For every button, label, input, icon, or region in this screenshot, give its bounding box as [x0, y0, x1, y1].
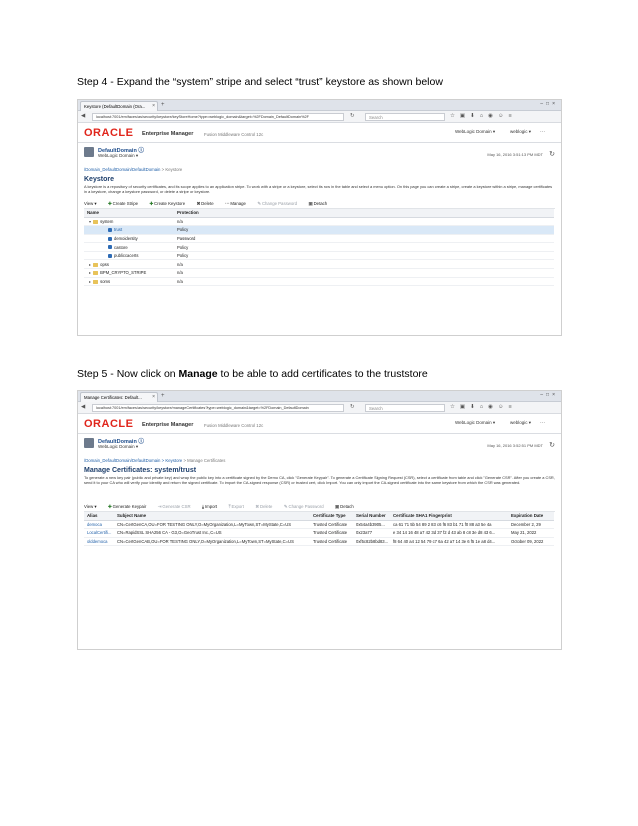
detach-icon: ▣ — [308, 201, 313, 206]
browser-toolbar-icons[interactable]: ☆▣⬇⌂◉☺≡ — [450, 404, 517, 410]
alias-cell[interactable]: olddemoca — [84, 537, 114, 546]
table-row[interactable]: LocalCertifi... CN=RapidSSL SHA256 CA - G3,O=GeoTrust Inc.,C=US Trusted Certificate 0x23a77 e 34 14 16 48 a7 42 3d 37 f2 d 43 ab 8 c8 3e d8 43 6... May 21, 2022 — [84, 529, 554, 538]
breadcrumb-link[interactable]: /Domain_DefaultDomain/DefaultDomain > Keystore — [84, 458, 183, 463]
url-field[interactable]: localhost:7001/em/faces/as/security/keystore/keyStoreHome?type=weblogic_domain&target=%2FDomain_DefaultDomain%2F — [92, 113, 344, 121]
em-title: Enterprise Manager — [142, 422, 194, 428]
view-menu[interactable]: View ▾ — [84, 504, 97, 509]
generate-csr-button[interactable]: ⇥Generate CSR — [157, 504, 191, 509]
table-row[interactable]: ▸ BPM_CRYPTO_STRIPE n/a — [84, 269, 554, 278]
keystore-icon — [108, 228, 112, 232]
plus-icon: ✚ — [108, 201, 112, 206]
table-row[interactable]: ▾ system n/a — [84, 217, 554, 226]
browser-url-bar — [78, 402, 561, 414]
expand-icon[interactable]: ▸ — [89, 278, 92, 284]
export-icon: ⤒ — [228, 504, 231, 509]
detach-button[interactable]: ▣Detach — [335, 504, 354, 509]
browser-url-bar — [78, 111, 561, 123]
expand-icon[interactable]: ▸ — [89, 270, 92, 276]
domain-menu[interactable]: WebLogic Domain ▾ — [98, 444, 139, 449]
delete-button[interactable]: ✖Delete — [255, 504, 273, 509]
tab-title: Manage Certificates: Default... — [84, 395, 142, 400]
column-header[interactable]: Expiration Date — [508, 512, 554, 520]
domain-name[interactable]: DefaultDomain ⓘ — [98, 439, 144, 445]
new-tab-icon[interactable]: + — [161, 393, 165, 399]
em-subtitle: Fusion Middleware Control 12c — [204, 423, 264, 428]
generate-keypair-button[interactable]: ✚Generate Keypair — [108, 504, 147, 509]
plus-icon: ✚ — [108, 504, 112, 509]
keystore-screenshot — [77, 99, 562, 336]
manage-button[interactable]: ⋯Manage — [225, 201, 246, 206]
target-context — [78, 143, 561, 167]
user-menu[interactable]: weblogic ▾ — [510, 420, 532, 425]
refresh-icon[interactable]: ↻ — [549, 151, 555, 158]
column-header[interactable]: Certificate SHA1 Fingerprint — [390, 512, 508, 520]
window-controls[interactable]: –□× — [540, 101, 558, 107]
column-header[interactable]: Certificate Type — [310, 512, 353, 520]
page-title: Manage Certificates: system/trust — [84, 467, 197, 474]
alias-cell[interactable]: democa — [84, 520, 114, 529]
column-header[interactable]: Protection — [174, 209, 554, 217]
view-menu[interactable]: View ▾ — [84, 201, 97, 206]
column-header[interactable]: Subject Name — [114, 512, 310, 520]
window-controls[interactable]: –□× — [540, 392, 558, 398]
keystore-toolbar — [84, 199, 555, 209]
plus-icon: ✚ — [149, 201, 154, 206]
step5-caption: Step 5 - Now click on Manage to be able to add certificates to the truststore — [77, 368, 428, 380]
certificates-toolbar — [84, 502, 555, 512]
manage-emphasis: Manage — [178, 368, 218, 380]
weblogic-domain-menu[interactable]: WebLogic Domain ▾ — [455, 420, 496, 425]
url-field[interactable]: localhost:7001/em/faces/as/security/keystore/manageCertificates?type=weblogic_domain&target=%2FDomain_DefaultDomain — [92, 404, 344, 412]
column-header[interactable]: Alias — [84, 512, 114, 520]
timestamp: May 16, 2016 3:52:51 PM MDT — [487, 443, 543, 448]
import-icon: ⤓ — [202, 504, 204, 509]
breadcrumb-current: > Keystore — [160, 167, 183, 172]
em-title: Enterprise Manager — [142, 131, 194, 137]
manage-certificates-screenshot — [77, 390, 562, 650]
user-menu[interactable]: weblogic ▾ — [510, 129, 532, 134]
breadcrumb — [78, 167, 561, 174]
target-context — [78, 434, 561, 458]
detach-button[interactable]: ▣Detach — [308, 201, 328, 206]
page-description: A keystore is a repository of security certificates, and its scope applies to an application stripe. To work with a stripe or a keystore, select its row in the table and select a menu option. On this page you can create a stripe, create a keystore within a stripe, manage certificates in a keystore, change a keystore password, or delete a stripe or keystore. — [84, 184, 553, 194]
new-tab-icon[interactable]: + — [161, 102, 165, 108]
manage-icon: ⋯ — [225, 201, 230, 206]
step4-caption: Step 4 - Expand the “system” stripe and select “trust” keystore as shown below — [77, 76, 443, 88]
folder-icon — [93, 271, 98, 275]
timestamp: May 16, 2016 3:51:13 PM MDT — [487, 152, 543, 157]
delete-icon: ✖ — [196, 201, 201, 206]
csr-icon: ⇥ — [157, 504, 162, 509]
keystore-table — [84, 209, 554, 286]
create-stripe-button[interactable]: ✚Create Stripe — [108, 201, 138, 206]
alias-cell[interactable]: LocalCertifi... — [84, 529, 114, 538]
delete-button[interactable]: ✖Delete — [196, 201, 214, 206]
delete-icon: ✖ — [255, 504, 259, 509]
collapse-icon[interactable]: ▾ — [89, 218, 92, 224]
table-row[interactable]: olddemoca CN=CertGenCAB,OU=FOR TESTING ONLY,O=MyOrganization,L=MyTown,ST=MyState,C=US Trusted Certificate 0xf5c82b8bd83... f8 64 40 a4 12 54 79 c7 6a 42 a7 14 3e 6 f5 1e a8 d4... October 09, 2022 — [84, 537, 554, 546]
keystore-icon — [108, 245, 112, 249]
browser-toolbar-icons[interactable]: ☆▣⬇⌂◉☺≡ — [450, 113, 517, 119]
breadcrumb-link[interactable]: /Domain_DefaultDomain/DefaultDomain — [84, 167, 161, 172]
export-button[interactable]: ⤒Export — [228, 504, 244, 509]
table-row[interactable]: castore Policy — [84, 243, 554, 252]
domain-menu[interactable]: WebLogic Domain ▾ — [98, 153, 139, 158]
table-row[interactable]: ▸ opss n/a — [84, 260, 554, 269]
oracle-logo: ORACLE — [84, 127, 134, 139]
detach-icon: ▣ — [335, 504, 340, 509]
expand-icon[interactable]: ▸ — [89, 261, 92, 267]
column-header[interactable]: Serial Number — [353, 512, 390, 520]
browser-tab[interactable] — [80, 392, 158, 402]
folder-icon — [93, 280, 98, 284]
browser-tab[interactable] — [80, 101, 158, 111]
pencil-icon: ✎ — [283, 504, 288, 509]
domain-icon — [84, 147, 94, 157]
breadcrumb-current: > Manage Certificates — [182, 458, 226, 463]
close-tab-icon[interactable]: × — [152, 394, 155, 400]
keystore-icon — [108, 254, 112, 258]
folder-icon — [93, 263, 98, 267]
em-header — [78, 414, 561, 434]
table-row[interactable]: demoidentity Password — [84, 234, 554, 243]
domain-icon — [84, 438, 94, 448]
back-icon[interactable]: ◀ — [81, 113, 86, 119]
em-header — [78, 123, 561, 143]
table-header — [84, 209, 554, 217]
browser-tab-bar — [78, 100, 561, 111]
browser-search-field[interactable]: Search — [365, 113, 445, 121]
create-keystore-button[interactable]: ✚Create Keystore — [149, 201, 186, 206]
table-row[interactable]: trust Policy — [84, 226, 554, 235]
domain-name[interactable]: DefaultDomain ⓘ — [98, 148, 144, 154]
page-description: To generate a new key pair (public and private key) and wrap the public key into a certificate signed by the Demo CA, click "Generate Keypair". To generate a Certificate Signing Request (CSR), select a certificate from table and click "Generate CSR". After you create a CSR, send it to your CA who will verify your identity and return the signed certificate. To import the CA-signed response (CSR) or trusted cert, click Import. You can only import the CA-signed certificate into the same keystore from which the CSR was generated. — [84, 475, 555, 485]
breadcrumb — [78, 458, 561, 465]
keystore-icon — [108, 237, 112, 241]
tab-title: Keystore (DefaultDomain (Ora... — [84, 104, 146, 109]
browser-search-field[interactable]: Search — [365, 404, 445, 412]
table-row[interactable]: ▸ soms n/a — [84, 277, 554, 286]
folder-icon — [93, 220, 98, 224]
weblogic-domain-menu[interactable]: WebLogic Domain ▾ — [455, 129, 496, 134]
em-subtitle: Fusion Middleware Control 12c — [204, 132, 264, 137]
change-password-button[interactable]: ✎Change Password — [257, 201, 298, 206]
refresh-icon[interactable]: ↻ — [549, 442, 555, 449]
back-icon[interactable]: ◀ — [81, 404, 86, 410]
browser-tab-bar — [78, 391, 561, 402]
more-menu[interactable]: ··· — [540, 420, 545, 426]
pencil-icon: ✎ — [257, 201, 261, 206]
page-title: Keystore — [84, 176, 114, 183]
oracle-logo: ORACLE — [84, 418, 134, 430]
table-row[interactable]: publiccacerts Policy — [84, 251, 554, 260]
close-tab-icon[interactable]: × — [152, 103, 155, 109]
import-button[interactable]: ⤓Import — [202, 504, 218, 509]
change-password-button[interactable]: ✎Change Password — [283, 504, 324, 509]
column-header[interactable]: Name — [84, 209, 174, 217]
reload-icon[interactable]: ↻ — [350, 404, 355, 410]
table-row[interactable]: democa CN=CertGenCA,OU=FOR TESTING ONLY,O=MyOrganization,L=MyTown,ST=MyState,C=US Trusted Certificate 0x54a4b3905... ca 61 71 5b 54 89 2 83 c6 f6 83 b1 71 f0 88 a3 5e 4a December 2, 29 — [84, 520, 554, 529]
reload-icon[interactable]: ↻ — [350, 113, 355, 119]
more-menu[interactable]: ··· — [540, 129, 545, 135]
